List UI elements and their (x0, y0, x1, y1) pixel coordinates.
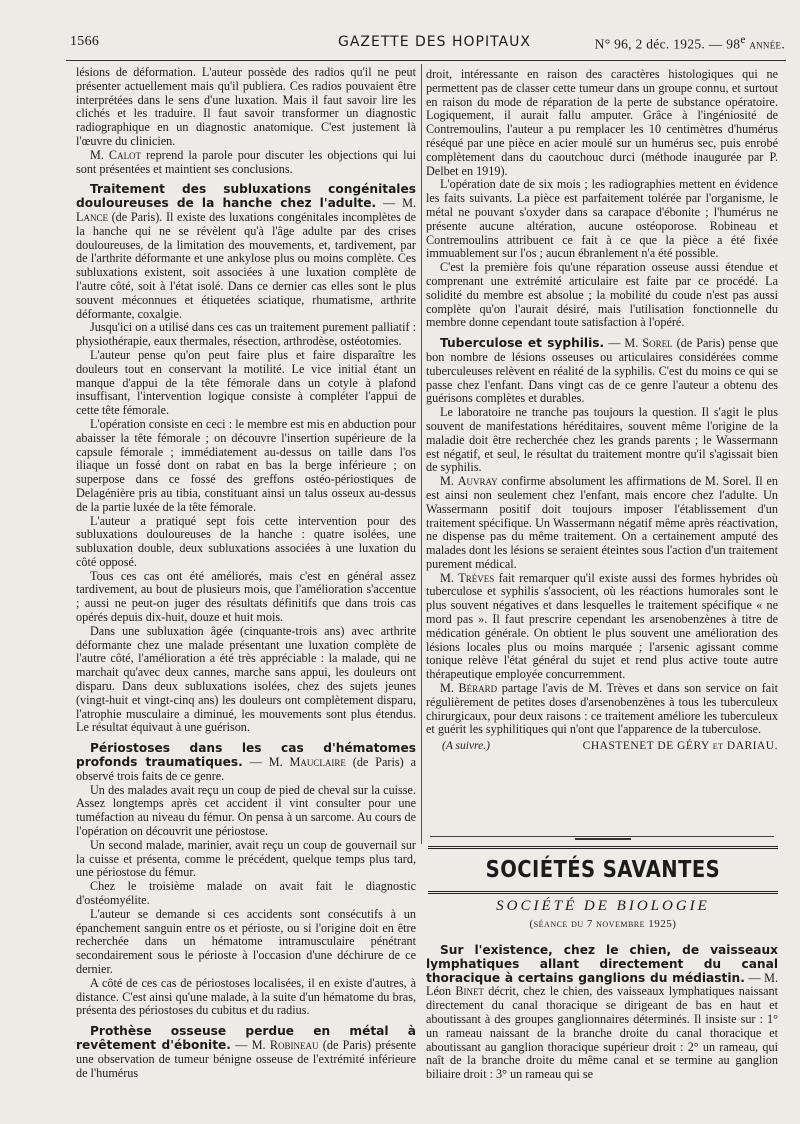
issue-sup: e (740, 34, 746, 46)
paragraph-text: (de Paris) présente une observation de tumeur bénigne osseuse de l'extrémité inférieure de l'humérus (76, 1037, 416, 1080)
issue-info (595, 34, 785, 53)
author-name: Trèves (458, 570, 495, 585)
paragraph-text: fait remarquer qu'il existe aussi des formes hybrides où tuberculose et syphilis s'associent, où les réactions humorales sont le plus souvent négatives et dans lesquelles le traitement spécifique « ne mord pas ». Il faut prescrire cependant les arsenobenzènes à titre de médication générale. On obtient le plus souvent une amélioration des lésions locales plus ou moins marquée ; l'arsenic agissant comme tonique relève l'état général du sujet et rend plus active toute autre thérapeutique employée concurremment. (426, 570, 778, 682)
author-name: Binet (455, 984, 484, 999)
paragraph: Jusqu'ici on a utilisé dans ces cas un traitement purement palliatif : physiothérapie, eaux thermales, résection, arthrodèse, ostéotomies. (76, 320, 416, 349)
section-heading: Traitement des subluxations congénitales douloureuses de la hanche chez l'adulte. (76, 182, 416, 211)
author-prefix: — M. (242, 755, 290, 770)
paragraph: L'auteur se demande si ces accidents sont consécutifs à un épanchement sanguin entre os et périoste, ou si l'origine doit en être recherchée dans un hématome intramusculaire pénétrant secondairement sous le périoste à l'occasion d'une déchirure de ce dernier. (76, 906, 416, 976)
page-number: 1566 (70, 34, 100, 49)
right-column (426, 68, 778, 754)
section-prothese (76, 1025, 416, 1080)
journal-title: GAZETTE DES HOPITAUX (338, 34, 531, 50)
paragraph: C'est la première fois qu'une réparation osseuse aussi étendue et comprenant une extrémité articulaire est faite par ce procédé. La solidité du membre est absolue ; la mobilité du coude n'est pas aussi complète qu'on l'aurait désiré, mais l'utilisation fonctionnelle du membre donne cependant toute satisfaction à l'opéré. (426, 260, 778, 330)
section-heading: Sur l'existence, chez le chien, de vaisseaux lymphatiques allant directement du canal thoracique à certains ganglions du médiastin. (426, 943, 778, 985)
author-prefix: M. (440, 681, 459, 696)
paragraph-text: confirme absolument les affirmations de M. Sorel. Il en est ainsi non seulement chez l'enfant, mais encore chez l'adulte. Un Wassermann positif doit toujours imposer l'établissement d'un traitement spécifique. Un Wassermann négatif même après réactivation, ne dispense pas du même traitement. On a certainement amputé des malades dont les lésions se seraient éteintes sous l'action d'un traitement purement médical. (426, 474, 778, 571)
header-rule (66, 60, 786, 61)
author-prefix: — M. (230, 1037, 270, 1052)
report-authors: CHASTENET DE GÉRY et DARIAU. (582, 740, 778, 753)
paragraph: Un second malade, marinier, avait reçu un coup de gouvernail sur la cuisse et présenta, comme le précédent, quelque temps plus tard, une périostose du fémur. (76, 837, 416, 880)
section-heading: Prothèse osseuse perdue en métal à revêtement d'ébonite. (76, 1024, 416, 1052)
paragraph: Un des malades avait reçu un coup de pied de cheval sur la cuisse. Assez longtemps après cet accident il vint consulter pour une tuméfaction au niveau du fémur. On pensa à un sarcome. Au cours de l'opération on découvrit une périostose. (76, 782, 416, 839)
author-name: Mauclaire (289, 755, 346, 770)
paragraph (426, 572, 778, 682)
paragraph: L'opération date de six mois ; les radiographies mettent en évidence les faits suivants. La pièce est parfaitement tolérée par l'organisme, le métal ne pouvant s'oxyder dans sa carapace d'ébonite ; l'humérus ne présente aucune altération, aucune ostéoporose. Robineau et Contremoulins attribuent ce fait à ce que la pièce a été fixée immuablement sur l'os ; aucun ébranlement n'a été possible. (426, 177, 778, 261)
paragraph: Dans une subluxation âgée (cinquante-trois ans) avec arthrite déformante chez une malade présentant une luxation complète de l'autre côté, l'amélioration a été très appréciable : la malade, qui ne marchait qu'avec deux cannes, marche sans appui, les douleurs ont disparu. Dans deux subluxations isolées, chez des sujets jeunes (vingt-huit et vingt-cinq ans) les douleurs ont complètement disparu, l'atrophie musculaire a diminué, les mouvements sont plus étendus. Le résultat équivaut à une guérison. (76, 623, 416, 735)
paragraph-text: (de Paris). Il existe des luxations congénitales incomplètes de la hanche qui ne se révèlent qu'à l'âge adulte par des crises douloureuses, de la limitation des mouvements, et, tardivement, par de l'arthrite déformante et une ankylose plus ou moins complète. Ces subluxations existent, soit associées à une luxation complète de l'autre côté, soit à l'état isolé. Dans ce dernier cas elles sont le plus souvent méconnues et étiquetées sciatique, rhumatisme, arthrite déformante, coxalgie. (76, 209, 416, 321)
paragraph: Tous ces cas ont été améliorés, mais c'est en général assez tardivement, au bout de plusieurs mois, que l'amélioration s'accentue ; aussi ne peut-on juger des résultats définitifs que dans trois cas opérés depuis dix-huit, douze et huit mois. (76, 568, 416, 625)
author-name: Robineau (269, 1037, 319, 1052)
a-suivre: (A suivre.) (442, 740, 490, 753)
section-lymphatiques (426, 944, 778, 1082)
section-tuberculose (426, 337, 778, 406)
author-name: Lance (76, 209, 108, 224)
session-date (428, 918, 778, 930)
paragraph: droit, intéressante en raison des caractères histologiques qui ne permettent pas de classer cette tumeur dans un groupe connu, et surtout en raison du mode de réparation de la perte de substance opératoire. Logiquement, il aurait fallu amputer. Grâce à l'ingéniosité de Contremoulins, l'auteur a pu remplacer les 10 centimètres d'humérus réséqué par une pièce en acier moulé sur un humérus sec, puis enrobé complètement dans du caoutchouc durci (méthode inaugurée par P. Delbet en 1919). (426, 67, 778, 178)
paragraph: Le laboratoire ne tranche pas toujours la question. Il s'agit le plus souvent de manifestations héréditaires, souvent même l'origine de la maladie doit être recherchée chez les grands parents ; le Wassermann est négatif, et seul, le résultat du traitement montre qu'il s'agissait bien de syphilis. (426, 405, 778, 475)
paragraph: lésions de déformation. L'auteur possède des radios qu'il ne peut présenter actuellement mais qu'il publiera. Ces radios pouvaient être interprétées dans le sens d'une luxation. Mais il faut savoir lire les clichés et les traduire. Il faut savoir transformer un diagnostic radiographique en un diagnostic anatomique. C'est justement là l'œuvre du clinicien. (76, 65, 416, 148)
section-heading: Tuberculose et syphilis. (440, 336, 605, 351)
paragraph: A côté de ces cas de périostoses localisées, il en existe d'autres, à distance. C'est ainsi qu'une malade, à la suite d'un hématome du bras, présenta des périostoses du cubitus et du radius. (76, 975, 416, 1018)
societes-banner (428, 846, 778, 894)
author-prefix: M. (440, 570, 459, 585)
issue-annee: année. (745, 36, 785, 52)
author-name: Bérard (458, 681, 498, 696)
paragraph: L'auteur pense qu'on peut faire plus et faire disparaître les douleurs tout en conservant la motilité. Le vice initial étant un manque d'appui de la tête fémorale dans un cotyle à plafond insuffisant, l'intervention logique consiste à compléter l'appui de cette tête fémorale. (76, 347, 416, 418)
paragraph-text: (de Paris) a observé trois faits de ce genre. (76, 755, 416, 783)
paragraph (76, 149, 416, 177)
issue-number-date: N° 96, 2 déc. 1925. — 98 (594, 36, 741, 52)
end-rule (430, 836, 774, 841)
author-name: M. Calot (90, 147, 142, 162)
paragraph: L'opération consiste en ceci : le membre est mis en abduction pour abaisser la tête fémorale ; on découvre l'insertion supérieure de la capsule fémorale ; immédiatement au-dessus on taille dans l'os iliaque un fossé dont on rabat en bas la berge inférieure ; on superpose dans ce fossé des greffons ostéo-périostiques de Delagénière pris au tibia, constituant ainsi un talus osseux au-dessus de la partie luxée de la tête fémorale. (76, 416, 416, 514)
paragraph-text: partage l'avis de M. Trèves et dans son service on fait régulièrement de petites doses d'arsenobenzènes à tous les tuberculeux chirurgicaux, pour deux raisons : ce traitement améliore les tuberculeux et guérit les syphilitiques qui n'ont que l'apparence de la tuberculose. (426, 681, 778, 737)
author-prefix: — M. (604, 336, 643, 351)
paragraph: L'auteur a pratiqué sept fois cette intervention pour des subluxations douloureuses de la hanche : quatre isolées, une subluxation double, deux subluxations associées à une luxation du côté opposé. (76, 513, 416, 569)
section-subluxations (76, 183, 416, 321)
paragraph: Chez le troisième malade on avait fait le diagnostic d'ostéomyélite. (76, 879, 416, 908)
paragraph (426, 475, 778, 572)
author-prefix: M. (440, 474, 458, 489)
author-prefix: — M. (376, 196, 416, 211)
paragraph-text: décrit, chez le chien, des vaisseaux lymphatiques naissant directement du canal thoracique se dirigeant de bas en haut et aboutissant à des groupes ganglionnaires déterminés. Il insiste sur : 1° un rameau naissant de la branche droite du canal thoracique et aboutissant au ganglion thoracique supérieur droit : 2° un rameau, qui naît de la branche droite du même canal et se termine au ganglion biliaire droit : 3° un rameau qui se (426, 984, 778, 1082)
societes-title: SOCIÉTÉS SAVANTES (485, 857, 721, 883)
paragraph-text: reprend la parole pour discuter les objections qui lui sont présentées et maintient ses conclusions. (76, 147, 416, 176)
author-prefix: — M. Léon (426, 970, 779, 999)
society-name: SOCIÉTÉ DE BIOLOGIE (496, 898, 710, 914)
left-column (76, 66, 416, 1080)
page-header (70, 32, 785, 58)
paragraph (426, 682, 778, 737)
section-periostoses (76, 742, 416, 783)
societes-column (426, 944, 778, 1082)
author-name: Sorel (642, 336, 673, 351)
paragraph-text: (de Paris) pense que bon nombre de lésions osseuses ou articulaires considérées comme tuberculeuses relèvent en réalité de la syphilis. C'est du moins ce qui se passe chez l'enfant. Dans vingt cas de ce genre l'auteur a obtenu des guérisons complètes et durables. (426, 336, 779, 406)
section-heading: Périostoses dans les cas d'hématomes profonds traumatiques. (76, 741, 416, 770)
author-name: Auvray (457, 474, 498, 489)
session-date-text: (séance du 7 novembre 1925) (529, 918, 677, 930)
column-divider (421, 64, 422, 844)
signature-line (426, 740, 778, 754)
